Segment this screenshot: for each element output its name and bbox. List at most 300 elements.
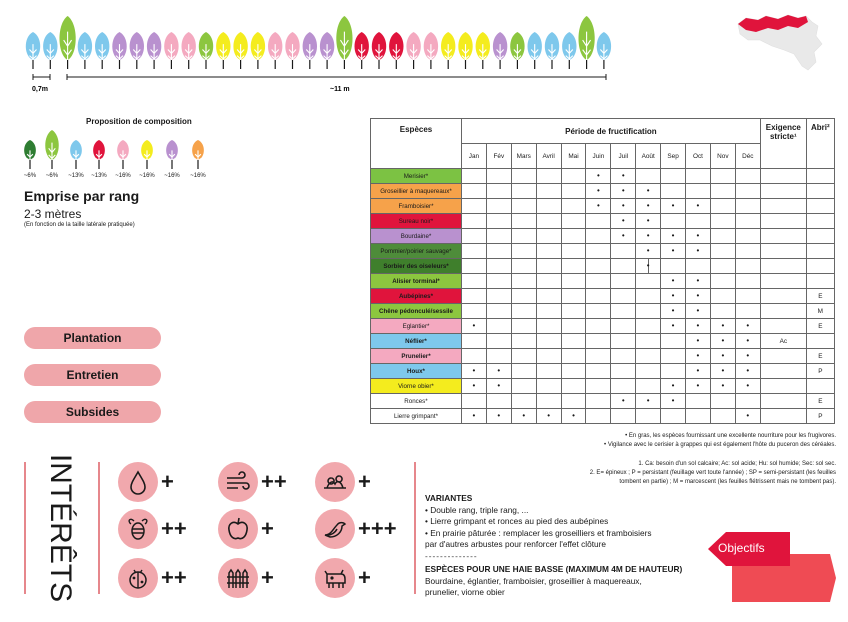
month-cell	[511, 259, 536, 274]
exigence-cell	[760, 229, 806, 244]
ladybug-icon	[118, 558, 158, 598]
month-header: Mars	[511, 144, 536, 169]
composition-trees	[18, 126, 218, 178]
hedge-tree	[303, 32, 317, 69]
hedge-tree	[251, 32, 265, 69]
hedge-tree	[199, 32, 213, 69]
month-cell	[536, 289, 561, 304]
exigence-cell	[760, 319, 806, 334]
hedge-tree	[406, 32, 420, 69]
abri-cell	[806, 229, 834, 244]
month-cell	[686, 394, 711, 409]
month-cell	[735, 319, 760, 334]
exigence-cell	[760, 199, 806, 214]
month-cell	[586, 169, 611, 184]
month-cell	[462, 289, 487, 304]
soil-icon	[315, 462, 355, 502]
species-name: Viorne obier*	[371, 379, 462, 394]
month-cell	[536, 214, 561, 229]
month-cell	[536, 394, 561, 409]
month-cell	[536, 349, 561, 364]
species-name: Eglantier*	[371, 319, 462, 334]
month-cell	[686, 349, 711, 364]
month-cell	[710, 184, 735, 199]
wind-icon	[218, 462, 258, 502]
month-cell	[462, 379, 487, 394]
table-row	[371, 334, 835, 349]
month-cell	[636, 379, 661, 394]
hedge-tree	[181, 32, 195, 69]
month-cell	[611, 229, 636, 244]
month-cell	[462, 364, 487, 379]
hedge-tree	[458, 32, 472, 69]
exigence-cell	[760, 349, 806, 364]
exigence-cell	[760, 364, 806, 379]
month-cell	[462, 229, 487, 244]
scale-small-label: 0,7m	[32, 86, 48, 93]
composition-tree	[70, 140, 82, 169]
month-cell	[586, 409, 611, 424]
composition-tree	[24, 140, 36, 169]
month-cell	[586, 394, 611, 409]
variantes-block: VARIANTES • Double rang, triple rang, ... • Lierre grimpant et ronces au pied des aubépines • En prairie pâturée : remplacer les groseilliers et framboisiers par d'autres arbustes pour renforcer l'effet clôture -------------- ESPÈCES POUR UNE HAIE BASSE (MAXIMUM 4M DE HAUTEUR) Bourdaine, églantier, framboisier, groseillier à maquereaux, prunelier, viorne obier	[425, 493, 683, 597]
hedge-tree	[597, 32, 611, 69]
abri-cell: E	[806, 319, 834, 334]
table-row	[371, 199, 835, 214]
month-cell	[661, 274, 686, 289]
month-header: Août	[636, 144, 661, 169]
species-name: Aubépines*	[371, 289, 462, 304]
month-cell	[511, 409, 536, 424]
month-cell	[710, 334, 735, 349]
month-cell	[561, 334, 586, 349]
month-cell	[686, 409, 711, 424]
month-cell	[486, 274, 511, 289]
interest-score: ++	[161, 516, 187, 541]
hedge-tree	[578, 16, 594, 69]
species-name: Sureau noir*	[371, 214, 462, 229]
hedge-tree	[510, 32, 524, 69]
month-cell	[735, 274, 760, 289]
month-cell	[735, 229, 760, 244]
month-cell	[486, 184, 511, 199]
scale-large-label: ~11 m	[330, 86, 350, 93]
scale-large-line	[67, 74, 606, 80]
month-cell	[486, 259, 511, 274]
month-cell	[611, 214, 636, 229]
exigence-cell	[760, 184, 806, 199]
month-cell	[561, 379, 586, 394]
haie-basse-title: ESPÈCES POUR UNE HAIE BASSE (MAXIMUM 4M DE HAUTEUR)	[425, 564, 683, 574]
month-cell	[586, 214, 611, 229]
header-period: Période de fructification	[462, 119, 761, 144]
exigence-cell	[760, 259, 806, 274]
interest-score: ++	[161, 565, 187, 590]
abri-cell	[806, 244, 834, 259]
month-cell	[561, 319, 586, 334]
month-cell	[462, 349, 487, 364]
fence-icon	[218, 558, 258, 598]
month-cell	[536, 169, 561, 184]
exigence-cell	[760, 244, 806, 259]
interest-score: +	[358, 565, 371, 590]
species-name: Ronces*	[371, 394, 462, 409]
month-cell	[462, 304, 487, 319]
month-cell	[611, 394, 636, 409]
month-cell	[661, 394, 686, 409]
month-cell	[661, 334, 686, 349]
species-name: Sorbier des oiseleurs*	[371, 259, 462, 274]
month-cell	[686, 334, 711, 349]
month-cell	[462, 394, 487, 409]
hedge-illustration	[0, 0, 720, 100]
interest-score: +++	[358, 516, 397, 541]
month-cell	[710, 259, 735, 274]
hedge-tree	[130, 32, 144, 69]
bird-icon	[315, 509, 355, 549]
month-cell	[462, 244, 487, 259]
month-cell	[486, 394, 511, 409]
composition-pct: ~16%	[139, 173, 155, 179]
month-cell	[486, 229, 511, 244]
hedge-tree	[527, 32, 541, 69]
month-header: Avril	[536, 144, 561, 169]
hedge-tree	[147, 32, 161, 69]
table-row	[371, 409, 835, 424]
month-cell	[611, 274, 636, 289]
table-row	[371, 289, 835, 304]
species-name: Pommier/poirier sauvage*	[371, 244, 462, 259]
month-cell	[636, 364, 661, 379]
species-name: Lierre grimpant*	[371, 409, 462, 424]
month-header: Oct	[686, 144, 711, 169]
exigence-cell	[760, 274, 806, 289]
month-cell	[561, 349, 586, 364]
species-name: Groseillier à maquereaux*	[371, 184, 462, 199]
interest-score: +	[261, 565, 274, 590]
hedge-tree	[562, 32, 576, 69]
month-cell	[586, 259, 611, 274]
month-cell	[735, 349, 760, 364]
hedge-tree	[43, 32, 57, 69]
month-cell	[462, 199, 487, 214]
cow-icon	[315, 558, 355, 598]
species-name: Alisier torminal*	[371, 274, 462, 289]
month-cell	[561, 364, 586, 379]
month-cell	[462, 259, 487, 274]
month-cell	[611, 259, 636, 274]
month-cell	[735, 289, 760, 304]
month-cell	[536, 334, 561, 349]
month-cell	[636, 289, 661, 304]
month-cell	[486, 334, 511, 349]
hedge-tree	[164, 32, 178, 69]
month-cell	[462, 409, 487, 424]
month-cell	[611, 184, 636, 199]
interest-score: +	[161, 469, 174, 494]
month-cell	[511, 214, 536, 229]
month-cell	[611, 289, 636, 304]
abri-cell	[806, 379, 834, 394]
month-cell	[735, 304, 760, 319]
composition-pct: ~16%	[190, 173, 206, 179]
month-cell	[536, 229, 561, 244]
emprise-value: 2-3 mètres	[24, 207, 82, 221]
species-name: Chêne pédonculé/sessile	[371, 304, 462, 319]
divider-left	[24, 462, 26, 594]
species-name: Framboisier*	[371, 199, 462, 214]
composition-title: Proposition de composition	[86, 117, 192, 126]
month-cell	[661, 289, 686, 304]
month-cell	[586, 319, 611, 334]
month-cell	[636, 274, 661, 289]
month-cell	[561, 304, 586, 319]
month-header: Juil	[611, 144, 636, 169]
species-name: Merisier*	[371, 169, 462, 184]
month-cell	[536, 319, 561, 334]
month-cell	[710, 304, 735, 319]
month-cell	[686, 244, 711, 259]
abri-cell: P	[806, 364, 834, 379]
table-row	[371, 319, 835, 334]
month-cell	[511, 169, 536, 184]
table-row	[371, 364, 835, 379]
month-cell	[586, 349, 611, 364]
hedge-tree	[389, 32, 403, 69]
month-cell	[661, 244, 686, 259]
hedge-tree	[424, 32, 438, 69]
month-cell	[661, 184, 686, 199]
month-cell	[536, 364, 561, 379]
interest-score: +	[358, 469, 371, 494]
abri-cell: E	[806, 394, 834, 409]
composition-tree	[45, 130, 59, 169]
month-cell	[511, 199, 536, 214]
month-cell	[486, 319, 511, 334]
hedge-tree	[372, 32, 386, 69]
month-cell	[636, 259, 661, 274]
abri-cell	[806, 199, 834, 214]
month-cell	[611, 169, 636, 184]
composition-tree	[93, 140, 105, 169]
month-cell	[611, 379, 636, 394]
month-cell	[486, 199, 511, 214]
month-cell	[561, 229, 586, 244]
objectifs-label[interactable]: Objectifs	[718, 541, 765, 555]
month-cell	[710, 364, 735, 379]
month-cell	[561, 289, 586, 304]
month-cell	[536, 244, 561, 259]
month-cell	[486, 409, 511, 424]
interest-score: ++	[261, 469, 287, 494]
month-header: Mai	[561, 144, 586, 169]
month-cell	[586, 199, 611, 214]
month-cell	[586, 364, 611, 379]
hedge-tree	[493, 32, 507, 69]
month-cell	[636, 169, 661, 184]
hedge-tree	[354, 32, 368, 69]
month-cell	[611, 334, 636, 349]
month-cell	[611, 199, 636, 214]
month-cell	[735, 364, 760, 379]
month-cell	[611, 244, 636, 259]
month-cell	[611, 319, 636, 334]
month-cell	[511, 244, 536, 259]
subsides-button[interactable]: Subsides	[24, 401, 161, 423]
month-cell	[735, 409, 760, 424]
abri-cell	[806, 274, 834, 289]
emprise-title: Emprise par rang	[24, 188, 140, 204]
abri-cell	[806, 169, 834, 184]
abri-cell	[806, 334, 834, 349]
month-cell	[462, 169, 487, 184]
month-cell	[511, 364, 536, 379]
month-cell	[586, 304, 611, 319]
month-cell	[486, 304, 511, 319]
month-cell	[636, 409, 661, 424]
species-name: Houx*	[371, 364, 462, 379]
month-cell	[636, 244, 661, 259]
month-header: Sep	[661, 144, 686, 169]
header-abri: Abri²	[806, 119, 834, 169]
month-cell	[511, 334, 536, 349]
month-cell	[561, 169, 586, 184]
month-cell	[462, 334, 487, 349]
hedge-tree	[268, 32, 282, 69]
hedge-tree	[233, 32, 247, 69]
table-row	[371, 214, 835, 229]
month-cell	[636, 394, 661, 409]
table-row	[371, 259, 835, 274]
month-cell	[586, 379, 611, 394]
month-cell	[636, 214, 661, 229]
month-cell	[536, 409, 561, 424]
month-cell	[536, 274, 561, 289]
month-cell	[636, 184, 661, 199]
month-cell	[710, 244, 735, 259]
month-cell	[511, 304, 536, 319]
month-cell	[686, 304, 711, 319]
abri-cell	[806, 259, 834, 274]
month-cell	[735, 379, 760, 394]
month-header: Déc	[735, 144, 760, 169]
variantes-title: VARIANTES	[425, 493, 473, 503]
month-cell	[486, 169, 511, 184]
month-cell	[710, 274, 735, 289]
month-cell	[735, 199, 760, 214]
notes-frugivores: • En gras, les espèces fournissant une excellente nourriture pour les frugivores. • Vigilance avec le cerisier à grappes qui est également l'hôte du puceron des céréales.	[604, 433, 836, 448]
abri-cell: P	[806, 409, 834, 424]
interets-title: INTÉRÊTS	[44, 453, 77, 603]
month-cell	[486, 364, 511, 379]
month-cell	[661, 214, 686, 229]
hedge-tree	[336, 16, 352, 69]
fructification-table	[370, 118, 835, 424]
month-cell	[511, 229, 536, 244]
month-cell	[686, 259, 711, 274]
composition-tree	[117, 140, 129, 169]
hedge-tree	[112, 32, 126, 69]
month-cell	[561, 394, 586, 409]
table-row	[371, 229, 835, 244]
divider-mid	[98, 462, 100, 594]
table-row	[371, 169, 835, 184]
month-cell	[611, 364, 636, 379]
bee-icon	[118, 509, 158, 549]
hedge-tree	[476, 32, 490, 69]
plantation-button[interactable]: Plantation	[24, 327, 161, 349]
month-cell	[686, 319, 711, 334]
month-cell	[462, 274, 487, 289]
month-cell	[586, 334, 611, 349]
month-cell	[686, 229, 711, 244]
divider-right	[414, 462, 416, 594]
table-row	[371, 304, 835, 319]
month-cell	[686, 169, 711, 184]
month-cell	[686, 214, 711, 229]
exigence-cell	[760, 409, 806, 424]
table-row	[371, 244, 835, 259]
composition-pct: ~16%	[164, 173, 180, 179]
table-row	[371, 349, 835, 364]
month-cell	[636, 304, 661, 319]
month-cell	[735, 169, 760, 184]
abri-cell: E	[806, 349, 834, 364]
exigence-cell	[760, 379, 806, 394]
month-cell	[536, 184, 561, 199]
month-cell	[686, 199, 711, 214]
hedge-tree	[95, 32, 109, 69]
month-cell	[536, 379, 561, 394]
header-species: Espèces	[371, 119, 462, 169]
month-cell	[561, 199, 586, 214]
header-exigence: Exigence stricte¹	[760, 119, 806, 169]
exigence-cell	[760, 169, 806, 184]
abri-cell	[806, 184, 834, 199]
month-cell	[735, 184, 760, 199]
composition-pct: ~6%	[23, 173, 37, 179]
month-cell	[661, 169, 686, 184]
hedge-tree	[59, 16, 75, 69]
month-cell	[710, 379, 735, 394]
month-cell	[636, 229, 661, 244]
region-map	[732, 10, 832, 80]
month-cell	[710, 409, 735, 424]
interest-score: +	[261, 516, 274, 541]
month-cell	[511, 319, 536, 334]
month-cell	[536, 304, 561, 319]
month-cell	[710, 169, 735, 184]
month-cell	[661, 349, 686, 364]
month-cell	[661, 229, 686, 244]
month-cell	[735, 259, 760, 274]
month-cell	[511, 394, 536, 409]
month-cell	[511, 274, 536, 289]
hedge-tree	[26, 32, 40, 69]
month-cell	[561, 259, 586, 274]
entretien-button[interactable]: Entretien	[24, 364, 161, 386]
month-cell	[561, 244, 586, 259]
month-cell	[511, 184, 536, 199]
table-row	[371, 184, 835, 199]
month-cell	[636, 334, 661, 349]
month-header: Juin	[586, 144, 611, 169]
month-cell	[586, 289, 611, 304]
month-cell	[611, 304, 636, 319]
month-cell	[686, 184, 711, 199]
month-cell	[710, 394, 735, 409]
month-header: Fév	[486, 144, 511, 169]
